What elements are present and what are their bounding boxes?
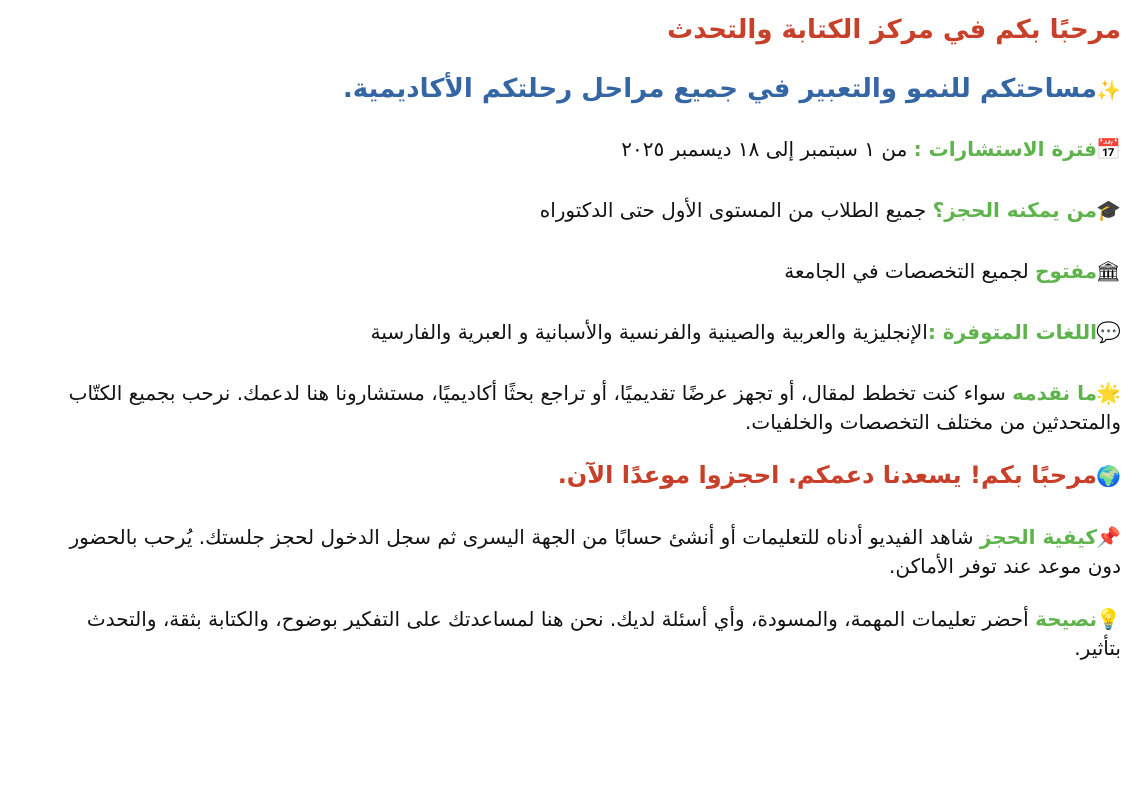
page-title: مرحبًا بكم في مركز الكتابة والتحدث [667, 15, 1121, 45]
page-subtitle [40, 73, 1121, 106]
graduation-cap-icon: 🎓 [1096, 198, 1121, 222]
subtitle-text: مساحتكم للنمو والتعبير في جميع مراحل رحلتكم الأكاديمية. [342, 73, 1097, 104]
tip [40, 605, 1121, 663]
eligibility [40, 196, 1121, 225]
eligibility-label: من يمكنه الحجز؟ [932, 198, 1097, 222]
speech-bubble-icon: 💬 [1096, 320, 1121, 344]
consultation-period [40, 135, 1121, 164]
what-we-offer [40, 379, 1121, 437]
what-we-offer-text: سواء كنت تخطط لمقال، أو تجهز عرضًا تقديميًا، أو تراجع بحثًا أكاديميًا، مستشارونا هنا لدعمك. نرحب بجميع الكتّاب والمتحدثين من مختلف التخصصات والخلفيات. [68, 381, 1121, 434]
tip-label: نصيحة [1035, 607, 1097, 631]
available-languages [40, 318, 1121, 347]
lightbulb-icon: 💡 [1096, 607, 1121, 631]
consultation-period-label: فترة الاستشارات : [913, 137, 1097, 161]
open-to-all-text: لجميع التخصصات في الجامعة [784, 259, 1036, 283]
globe-icon: 🌍 [1096, 464, 1121, 488]
open-to-all [40, 257, 1121, 286]
how-to-book [40, 523, 1121, 581]
sparkles-icon: ✨ [1096, 77, 1121, 102]
closing-text: مرحبًا بكم! يسعدنا دعمكم. احجزوا موعدًا الآن. [557, 461, 1097, 489]
available-languages-text: الإنجليزية والعربية والصينية والفرنسية والأسبانية و العبرية والفارسية [370, 320, 928, 344]
university-building-icon: 🏛 [1095, 259, 1121, 283]
what-we-offer-label: ما نقدمه [1012, 381, 1097, 405]
star-icon: 🌟 [1096, 381, 1121, 405]
calendar-icon: 📅 [1096, 137, 1121, 161]
pushpin-icon: 📌 [1096, 525, 1121, 549]
how-to-book-label: كيفية الحجز [979, 525, 1097, 549]
available-languages-label: اللغات المتوفرة : [927, 320, 1097, 344]
tip-text: أحضر تعليمات المهمة، والمسودة، وأي أسئلة لديك. نحن هنا لمساعدتك على التفكير بوضوح، والكتابة بثقة، والتحدث بتأثير. [86, 607, 1121, 660]
consultation-period-text: من ١ سبتمبر إلى ١٨ ديسمبر ٢٠٢٥ [621, 137, 914, 161]
closing-heading [40, 461, 1121, 489]
eligibility-text: جميع الطلاب من المستوى الأول حتى الدكتوراه [539, 198, 933, 222]
open-to-all-label: مفتوح [1035, 259, 1097, 283]
how-to-book-text: شاهد الفيديو أدناه للتعليمات أو أنشئ حسابًا من الجهة اليسرى ثم سجل الدخول لحجز جلستك. يُرحب بالحضور دون موعد عند توفر الأماكن. [69, 525, 1121, 578]
